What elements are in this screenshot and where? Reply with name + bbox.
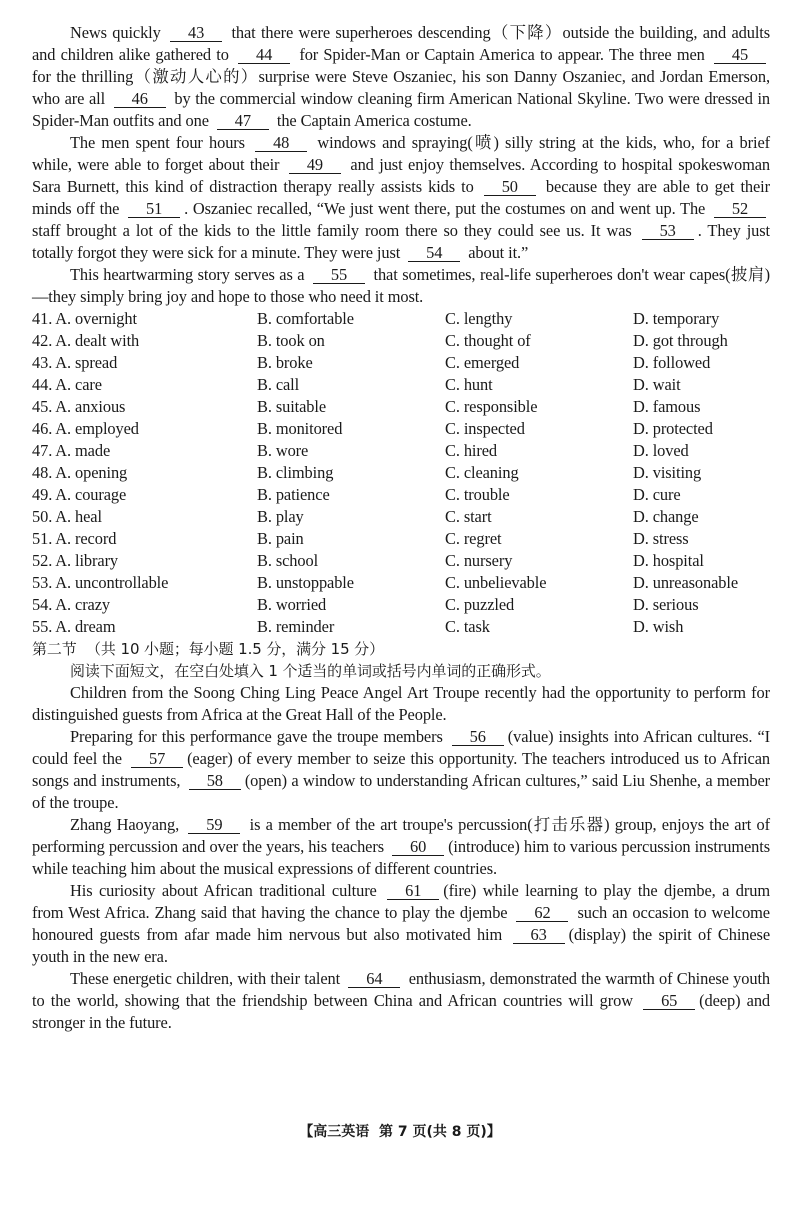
- paragraph: [32, 880, 770, 968]
- question-number: 53.: [32, 573, 53, 592]
- question-row: [32, 308, 770, 330]
- option-a-text: A. dream: [55, 617, 116, 636]
- question-number: 55.: [32, 617, 53, 636]
- question-number: 54.: [32, 595, 53, 614]
- option-a[interactable]: [32, 418, 257, 440]
- option-b[interactable]: B. school: [257, 551, 319, 570]
- text-segment: (introduce) him to various percussion instruments while teaching him about the musical expressions of different countries.: [32, 837, 770, 878]
- option-c[interactable]: C. cleaning: [445, 463, 519, 482]
- option-d[interactable]: D. visiting: [633, 463, 702, 482]
- question-row: [32, 506, 770, 528]
- text-segment: News quickly: [70, 23, 167, 42]
- cloze-passage: [32, 22, 770, 308]
- option-a-text: A. spread: [55, 353, 118, 372]
- answer-blank[interactable]: 52: [714, 200, 766, 218]
- answer-blank[interactable]: 48: [255, 134, 307, 152]
- option-a-text: A. opening: [55, 463, 128, 482]
- option-c[interactable]: C. trouble: [445, 485, 510, 504]
- answer-blank[interactable]: 56: [452, 728, 504, 746]
- option-a-text: A. courage: [55, 485, 127, 504]
- answer-blank[interactable]: 58: [189, 772, 241, 790]
- paragraph: [32, 22, 770, 132]
- option-b[interactable]: B. comfortable: [257, 309, 354, 328]
- text-segment: windows and spraying(喷) silly string at the kids, who, for a brief while, were able to forget about their: [32, 133, 770, 174]
- option-b[interactable]: B. reminder: [257, 617, 335, 636]
- grammar-fill-passage: [32, 682, 770, 1034]
- option-a-text: A. heal: [55, 507, 102, 526]
- answer-blank[interactable]: 55: [313, 266, 365, 284]
- option-a[interactable]: [32, 528, 257, 550]
- paragraph: [32, 264, 770, 308]
- text-segment: staff brought a lot of the kids to the little family room there so they could see us. It was: [32, 221, 638, 240]
- option-a[interactable]: [32, 484, 257, 506]
- option-c[interactable]: C. task: [445, 617, 490, 636]
- option-b[interactable]: B. unstoppable: [257, 573, 354, 592]
- option-b[interactable]: B. monitored: [257, 419, 343, 438]
- text-segment: The men spent four hours: [70, 133, 252, 152]
- text-segment: about it.”: [464, 243, 529, 262]
- option-b[interactable]: B. pain: [257, 529, 304, 548]
- text-segment: by the commercial window cleaning firm American National Skyline. Two were dressed in Spider-Man outfits and one: [32, 89, 770, 130]
- question-row: [32, 550, 770, 572]
- paragraph: [32, 726, 770, 814]
- option-b[interactable]: B. climbing: [257, 463, 334, 482]
- option-a-text: A. record: [55, 529, 117, 548]
- answer-blank[interactable]: 64: [348, 970, 400, 988]
- option-c[interactable]: C. regret: [445, 529, 502, 548]
- answer-blank[interactable]: 60: [392, 838, 444, 856]
- question-number: 46.: [32, 419, 53, 438]
- option-b[interactable]: B. play: [257, 507, 304, 526]
- question-row: [32, 484, 770, 506]
- paragraph: [32, 682, 770, 726]
- answer-blank[interactable]: 62: [516, 904, 568, 922]
- answer-blank[interactable]: 50: [484, 178, 536, 196]
- option-c[interactable]: C. inspected: [445, 419, 525, 438]
- question-number: 42.: [32, 331, 53, 350]
- answer-blank[interactable]: 53: [642, 222, 694, 240]
- answer-blank[interactable]: 54: [408, 244, 460, 262]
- question-row: [32, 462, 770, 484]
- page-footer: 【高三英语 第 7 页(共 8 页)】: [299, 1124, 501, 1140]
- question-row: [32, 396, 770, 418]
- option-a[interactable]: [32, 462, 257, 484]
- option-d[interactable]: D. unreasonable: [633, 573, 738, 592]
- option-d[interactable]: D. wish: [633, 617, 684, 636]
- question-row: [32, 440, 770, 462]
- exam-page: [32, 22, 770, 1034]
- option-a[interactable]: [32, 594, 257, 616]
- paragraph: [32, 132, 770, 264]
- option-a-text: A. anxious: [55, 397, 126, 416]
- option-b[interactable]: B. wore: [257, 441, 309, 460]
- text-segment: These energetic children, with their talent: [70, 969, 345, 988]
- text-segment: (display) the spirit of Chinese youth in the new era.: [32, 925, 771, 966]
- option-b[interactable]: B. took on: [257, 331, 325, 350]
- question-row: [32, 572, 770, 594]
- question-row: [32, 528, 770, 550]
- answer-blank[interactable]: 46: [114, 90, 166, 108]
- option-a[interactable]: [32, 440, 257, 462]
- option-b[interactable]: B. broke: [257, 353, 313, 372]
- question-number: 43.: [32, 353, 53, 372]
- text-segment: Children from the Soong Ching Ling Peace Angel Art Troupe recently had the opportunity to perform for distinguished guests from Africa at the Great Hall of the People.: [32, 683, 770, 724]
- text-segment: for Spider-Man or Captain America to appear. The three men: [294, 45, 710, 64]
- text-segment: (open) a window to understanding African cultures,” said Liu Shenhe, a member of the troupe.: [32, 771, 771, 812]
- text-segment: and just enjoy themselves. According to hospital spokeswoman Sara Burnett, this kind of distraction therapy really assists kids to: [32, 155, 771, 196]
- option-b[interactable]: B. worried: [257, 595, 327, 614]
- answer-blank[interactable]: 45: [714, 46, 766, 64]
- option-a[interactable]: [32, 616, 257, 638]
- text-segment: (deep) and stronger in the future.: [32, 991, 771, 1032]
- answer-blank[interactable]: 65: [643, 992, 695, 1010]
- option-d[interactable]: D. wait: [633, 375, 681, 394]
- question-row: [32, 330, 770, 352]
- option-d[interactable]: D. got through: [633, 331, 728, 350]
- option-a-text: A. dealt with: [55, 331, 140, 350]
- option-d[interactable]: D. protected: [633, 419, 713, 438]
- option-a[interactable]: [32, 308, 257, 330]
- option-d[interactable]: D. change: [633, 507, 699, 526]
- answer-blank[interactable]: 59: [188, 816, 240, 834]
- option-c[interactable]: C. thought of: [445, 331, 531, 350]
- question-row: [32, 616, 770, 638]
- option-d[interactable]: D. stress: [633, 529, 689, 548]
- question-number: 41.: [32, 309, 53, 328]
- answer-blank[interactable]: 57: [131, 750, 183, 768]
- option-c[interactable]: C. puzzled: [445, 595, 515, 614]
- question-number: 50.: [32, 507, 53, 526]
- option-a-text: A. crazy: [55, 595, 111, 614]
- option-c[interactable]: C. start: [445, 507, 492, 526]
- text-segment: This heartwarming story serves as a: [70, 265, 309, 284]
- option-d[interactable]: D. temporary: [633, 309, 720, 328]
- question-row: [32, 594, 770, 616]
- paragraph: [32, 814, 770, 880]
- text-segment: (value) insights into African cultures. “I could feel the: [32, 727, 770, 768]
- question-number: 44.: [32, 375, 53, 394]
- question-number: 49.: [32, 485, 53, 504]
- question-number: 48.: [32, 463, 53, 482]
- option-c[interactable]: C. responsible: [445, 397, 538, 416]
- option-a-text: A. made: [55, 441, 111, 460]
- option-a-text: A. library: [55, 551, 119, 570]
- option-c[interactable]: C. unbelievable: [445, 573, 547, 592]
- text-segment: enthusiasm, demonstrated the warmth of Chinese youth to the world, showing that the friendship between China and African countries will grow: [32, 969, 771, 1010]
- option-a-text: A. overnight: [55, 309, 137, 328]
- option-a-text: A. care: [55, 375, 102, 394]
- question-number: 45.: [32, 397, 53, 416]
- option-a[interactable]: [32, 374, 257, 396]
- option-a-text: A. uncontrollable: [55, 573, 169, 592]
- paragraph: [32, 968, 770, 1034]
- option-a[interactable]: [32, 550, 257, 572]
- text-segment: that there were superheroes descending（下降）outside the building, and adults and children alike gathered to: [32, 23, 771, 64]
- section-instruction: 阅读下面短文，在空白处填入 1 个适当的单词或括号内单词的正确形式。: [70, 662, 551, 680]
- option-a[interactable]: [32, 352, 257, 374]
- answer-blank[interactable]: 63: [513, 926, 565, 944]
- option-d[interactable]: D. loved: [633, 441, 689, 460]
- answer-blank[interactable]: 51: [128, 200, 180, 218]
- option-c[interactable]: C. emerged: [445, 353, 520, 372]
- text-segment: (eager) of every member to seize this opportunity. The teachers introduced us to African songs and instruments,: [32, 749, 771, 790]
- text-segment: . Oszaniec recalled, “We just went there, put the costumes on and went up. The: [184, 199, 710, 218]
- text-segment: Zhang Haoyang,: [70, 815, 185, 834]
- option-c[interactable]: C. lengthy: [445, 309, 513, 328]
- text-segment: that sometimes, real-life superheroes don't wear capes(披肩)—they simply bring joy and hope to those who need it most.: [32, 265, 770, 306]
- option-a[interactable]: [32, 572, 257, 594]
- section-heading: 第二节 （共 10 小题；每小题 1.5 分，满分 15 分）: [32, 640, 384, 658]
- text-segment: (fire) while learning to play the djembe, a drum from West Africa. Zhang said that having the chance to play the djembe: [32, 881, 770, 922]
- option-d[interactable]: D. hospital: [633, 551, 704, 570]
- text-segment: His curiosity about African traditional culture: [70, 881, 384, 900]
- answer-blank[interactable]: 44: [238, 46, 290, 64]
- option-a[interactable]: [32, 330, 257, 352]
- text-segment: because they are able to get their minds off the: [32, 177, 770, 218]
- option-a[interactable]: [32, 396, 257, 418]
- option-a[interactable]: [32, 506, 257, 528]
- question-number: 47.: [32, 441, 53, 460]
- text-segment: . They just totally forgot they were sick for a minute. They were just: [32, 221, 770, 262]
- option-b[interactable]: B. call: [257, 375, 300, 394]
- answer-blank[interactable]: 43: [170, 24, 222, 42]
- answer-blank[interactable]: 47: [217, 112, 269, 130]
- option-d[interactable]: D. famous: [633, 397, 701, 416]
- option-d[interactable]: D. serious: [633, 595, 699, 614]
- option-d[interactable]: D. followed: [633, 353, 711, 372]
- option-a-text: A. employed: [55, 419, 139, 438]
- text-segment: such an occasion to welcome honoured guests from afar made him nervous but also motivated him: [32, 903, 770, 944]
- text-segment: Preparing for this performance gave the troupe members: [70, 727, 448, 746]
- question-number: 52.: [32, 551, 53, 570]
- option-b[interactable]: B. patience: [257, 485, 330, 504]
- answer-options-table: [32, 308, 770, 638]
- text-segment: the Captain America costume.: [272, 111, 472, 130]
- question-row: [32, 352, 770, 374]
- question-row: [32, 374, 770, 396]
- text-segment: is a member of the art troupe's percussion(打击乐器) group, enjoys the art of performing percussion and over the years, his teachers: [32, 815, 770, 856]
- option-c[interactable]: C. hunt: [445, 375, 493, 394]
- option-c[interactable]: C. nursery: [445, 551, 513, 570]
- question-row: [32, 418, 770, 440]
- option-b[interactable]: B. suitable: [257, 397, 327, 416]
- answer-blank[interactable]: 61: [387, 882, 439, 900]
- text-segment: for the thrilling（激动人心的）surprise were Steve Oszaniec, his son Danny Oszaniec, and Jordan Emerson, who are all: [32, 67, 770, 108]
- question-number: 51.: [32, 529, 53, 548]
- answer-blank[interactable]: 49: [289, 156, 341, 174]
- option-d[interactable]: D. cure: [633, 485, 681, 504]
- option-c[interactable]: C. hired: [445, 441, 498, 460]
